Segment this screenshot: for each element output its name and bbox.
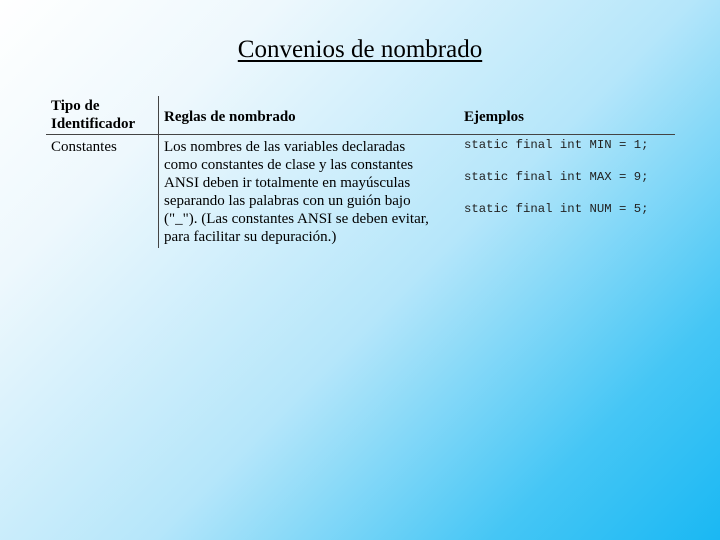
- cell-reglas-constantes: Los nombres de las variables declaradas como constantes de clase y las constantes ANSI deben ir totalmente en mayúsculas separando las palabras con un guión bajo ("_"). (Las constantes ANSI se deben evitar, para facilitar su depuración.): [164, 139, 429, 245]
- cell-tipo-constantes: Constantes: [51, 139, 117, 155]
- code-example-min: static final int MIN = 1;: [464, 138, 649, 152]
- header-reglas: Reglas de nombrado: [164, 109, 296, 125]
- column-divider: [158, 96, 159, 248]
- code-example-max: static final int MAX = 9;: [464, 170, 649, 184]
- code-example-num: static final int NUM = 5;: [464, 202, 649, 216]
- header-tipo: Tipo de Identificador: [51, 98, 136, 132]
- header-ejemplos: Ejemplos: [464, 109, 524, 125]
- header-divider: [46, 134, 675, 135]
- slide-title: Convenios de nombrado: [237, 36, 483, 63]
